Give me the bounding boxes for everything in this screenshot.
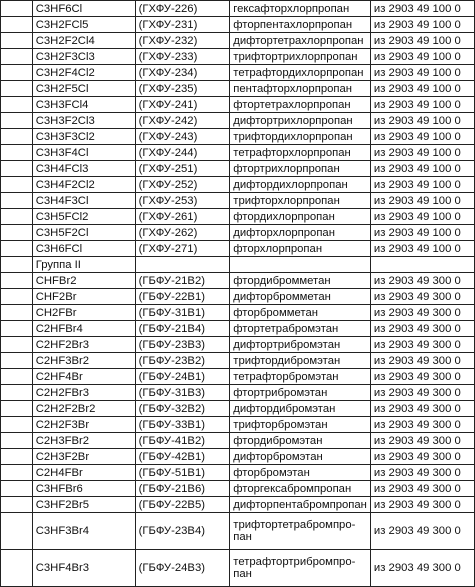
hs-code-cell: из 2903 49 100 0 [370, 161, 474, 177]
name-cell: трифтортрихлорпропан [230, 49, 371, 65]
name-cell: тетрафторбромэтан [230, 369, 371, 385]
table-row [1, 113, 475, 129]
table-row [1, 145, 475, 161]
hs-code-cell: из 2903 49 300 0 [370, 497, 474, 513]
table-row [1, 177, 475, 193]
name-cell: трифторбромэтан [230, 417, 371, 433]
formula-cell: C3H3F3Cl2 [32, 129, 135, 145]
formula-cell: C2H2F2Br2 [32, 401, 135, 417]
table-row [1, 550, 475, 587]
blank-cell [1, 97, 33, 113]
hs-code-cell: из 2903 49 100 0 [370, 17, 474, 33]
code-cell: (ГХФУ-241) [135, 97, 230, 113]
formula-cell: C2HF4Br [32, 369, 135, 385]
hs-code-cell: из 2903 49 300 0 [370, 305, 474, 321]
formula-cell: CHF2Br [32, 289, 135, 305]
hs-code-cell: из 2903 49 300 0 [370, 353, 474, 369]
blank-cell [1, 113, 33, 129]
formula-cell: C2H2F3Br [32, 417, 135, 433]
name-cell: фторхлорпропан [230, 241, 371, 257]
formula-cell: CH2FBr [32, 305, 135, 321]
hs-code-cell: из 2903 49 300 0 [370, 401, 474, 417]
code-cell: (ГБФУ-23В4) [135, 513, 230, 550]
formula-cell: C3H4F3Cl [32, 193, 135, 209]
blank-cell [1, 1, 33, 17]
table-row [1, 49, 475, 65]
hs-code-cell: из 2903 49 300 0 [370, 337, 474, 353]
code-cell: (ГБФУ-21В4) [135, 321, 230, 337]
table-row [1, 129, 475, 145]
group-label: Группа II [32, 257, 135, 273]
blank-cell [1, 513, 33, 550]
name-cell: трифтордибромэтан [230, 353, 371, 369]
table-row [1, 225, 475, 241]
blank-cell [1, 497, 33, 513]
hs-code-cell: из 2903 49 100 0 [370, 49, 474, 65]
code-cell: (ГХФУ-243) [135, 129, 230, 145]
blank-cell [1, 161, 33, 177]
code-cell: (ГБФУ-32В2) [135, 401, 230, 417]
hs-code-cell: из 2903 49 100 0 [370, 1, 474, 17]
code-cell: (ГБФУ-23В3) [135, 337, 230, 353]
blank-cell [1, 385, 33, 401]
hs-code-cell: из 2903 49 100 0 [370, 129, 474, 145]
name-cell: дифтортрибромэтан [230, 337, 371, 353]
blank-cell [1, 321, 33, 337]
table-row [1, 337, 475, 353]
formula-cell: C2H2FBr3 [32, 385, 135, 401]
formula-cell: C3HFBr6 [32, 481, 135, 497]
blank-cell [1, 225, 33, 241]
hs-code-cell: из 2903 49 300 0 [370, 273, 474, 289]
table-row [1, 465, 475, 481]
blank-cell [1, 401, 33, 417]
table-row [1, 193, 475, 209]
blank-cell [1, 33, 33, 49]
hs-code-cell: из 2903 49 100 0 [370, 193, 474, 209]
name-cell: дифторхлорпропан [230, 225, 371, 241]
name-cell: фтортетрахлорпропан [230, 97, 371, 113]
formula-cell: C2HF3Br2 [32, 353, 135, 369]
code-cell: (ГХФУ-252) [135, 177, 230, 193]
empty-cell [230, 257, 371, 273]
hs-code-cell: из 2903 49 100 0 [370, 113, 474, 129]
blank-cell [1, 209, 33, 225]
table-row [1, 481, 475, 497]
formula-cell: C3HF6Cl [32, 1, 135, 17]
code-cell: (ГБФУ-23В2) [135, 353, 230, 369]
hs-code-cell: из 2903 49 100 0 [370, 177, 474, 193]
blank-cell [1, 193, 33, 209]
table-row [1, 449, 475, 465]
code-cell: (ГХФУ-261) [135, 209, 230, 225]
blank-cell [1, 465, 33, 481]
name-cell: фторпентахлорпропан [230, 17, 371, 33]
name-cell: дифторбромэтан [230, 449, 371, 465]
code-cell: (ГБФУ-31В1) [135, 305, 230, 321]
table-row [1, 321, 475, 337]
code-cell: (ГБФУ-41В2) [135, 433, 230, 449]
hs-code-cell: из 2903 49 100 0 [370, 97, 474, 113]
name-cell: фтортетрабромэтан [230, 321, 371, 337]
blank-cell [1, 337, 33, 353]
table-row [1, 513, 475, 550]
formula-cell: C3HF4Br3 [32, 550, 135, 587]
name-cell: тетрафтортрибромпро-пан [230, 550, 371, 587]
code-cell: (ГХФУ-242) [135, 113, 230, 129]
name-cell: фтордибромметан [230, 273, 371, 289]
blank-cell [1, 369, 33, 385]
name-cell: трифторхлорпропан [230, 193, 371, 209]
table-row [1, 289, 475, 305]
name-cell: фторгексабромпропан [230, 481, 371, 497]
table-row [1, 369, 475, 385]
name-cell: фтортрихлорпропан [230, 161, 371, 177]
blank-cell [1, 145, 33, 161]
hs-code-cell: из 2903 49 300 0 [370, 385, 474, 401]
blank-cell [1, 273, 33, 289]
code-cell: (ГБФУ-21В2) [135, 273, 230, 289]
hs-code-cell: из 2903 49 100 0 [370, 225, 474, 241]
hs-code-cell: из 2903 49 100 0 [370, 209, 474, 225]
name-cell: фтортрибромэтан [230, 385, 371, 401]
table-row [1, 497, 475, 513]
table-row [1, 81, 475, 97]
hs-code-cell: из 2903 49 300 0 [370, 550, 474, 587]
formula-cell: C2HF2Br3 [32, 337, 135, 353]
formula-cell: C3H3F2Cl3 [32, 113, 135, 129]
table-row [1, 433, 475, 449]
formula-cell: C3H4F2Cl2 [32, 177, 135, 193]
table-row [1, 241, 475, 257]
blank-cell [1, 129, 33, 145]
table-row [1, 161, 475, 177]
hs-code-cell: из 2903 49 300 0 [370, 481, 474, 497]
hs-code-cell: из 2903 49 300 0 [370, 289, 474, 305]
code-cell: (ГХФУ-253) [135, 193, 230, 209]
formula-cell: C3HF3Br4 [32, 513, 135, 550]
hs-code-cell: из 2903 49 100 0 [370, 33, 474, 49]
blank-cell [1, 449, 33, 465]
formula-cell: C2H4FBr [32, 465, 135, 481]
code-cell: (ГХФУ-235) [135, 81, 230, 97]
blank-cell [1, 481, 33, 497]
hs-code-cell: из 2903 49 300 0 [370, 321, 474, 337]
formula-cell: CHFBr2 [32, 273, 135, 289]
code-cell: (ГБФУ-21В6) [135, 481, 230, 497]
table-row [1, 65, 475, 81]
code-cell: (ГБФУ-51В1) [135, 465, 230, 481]
code-cell: (ГХФУ-226) [135, 1, 230, 17]
table-row [1, 33, 475, 49]
blank-cell [1, 241, 33, 257]
empty-cell [370, 257, 474, 273]
formula-cell: C3H5FCl2 [32, 209, 135, 225]
hs-code-cell: из 2903 49 300 0 [370, 513, 474, 550]
hs-code-cell: из 2903 49 300 0 [370, 433, 474, 449]
table-row [1, 353, 475, 369]
code-cell: (ГБФУ-31В3) [135, 385, 230, 401]
code-cell: (ГБФУ-24В3) [135, 550, 230, 587]
hs-code-cell: из 2903 49 100 0 [370, 65, 474, 81]
code-cell: (ГХФУ-262) [135, 225, 230, 241]
blank-cell [1, 353, 33, 369]
name-cell: дифторбромметан [230, 289, 371, 305]
table-row [1, 417, 475, 433]
code-cell: (ГХФУ-233) [135, 49, 230, 65]
table-row [1, 385, 475, 401]
code-cell: (ГХФУ-234) [135, 65, 230, 81]
name-cell: дифтортрихлорпропан [230, 113, 371, 129]
formula-cell: C3H3F4Cl [32, 145, 135, 161]
formula-cell: C3H4FCl3 [32, 161, 135, 177]
name-cell: гексафторхлорпропан [230, 1, 371, 17]
code-cell: (ГХФУ-251) [135, 161, 230, 177]
blank-cell [1, 305, 33, 321]
hs-code-cell: из 2903 49 300 0 [370, 369, 474, 385]
formula-cell: C3H6FCl [32, 241, 135, 257]
blank-cell [1, 65, 33, 81]
hs-code-cell: из 2903 49 300 0 [370, 417, 474, 433]
substances-table-body [1, 1, 475, 587]
blank-cell [1, 17, 33, 33]
formula-cell: C3H3FCl4 [32, 97, 135, 113]
blank-cell [1, 289, 33, 305]
name-cell: тетрафтордихлорпропан [230, 65, 371, 81]
formula-cell: C2H3FBr2 [32, 433, 135, 449]
group-header-row [1, 257, 475, 273]
code-cell: (ГХФУ-244) [135, 145, 230, 161]
table-row [1, 209, 475, 225]
blank-cell [1, 550, 33, 587]
code-cell: (ГБФУ-42В1) [135, 449, 230, 465]
name-cell: трифтортетрабромпро-пан [230, 513, 371, 550]
formula-cell: C3H2F5Cl [32, 81, 135, 97]
table-row [1, 97, 475, 113]
blank-cell [1, 417, 33, 433]
formula-cell: C2HFBr4 [32, 321, 135, 337]
hs-code-cell: из 2903 49 100 0 [370, 81, 474, 97]
formula-cell: C3HF2Br5 [32, 497, 135, 513]
formula-cell: C3H2F2Cl4 [32, 33, 135, 49]
blank-cell [1, 257, 33, 273]
formula-cell: C3H5F2Cl [32, 225, 135, 241]
formula-cell: C3H2F3Cl3 [32, 49, 135, 65]
name-cell: трифтордихлорпропан [230, 129, 371, 145]
name-cell: дифтордихлорпропан [230, 177, 371, 193]
name-cell: дифтордибромэтан [230, 401, 371, 417]
formula-cell: C3H2FCl5 [32, 17, 135, 33]
code-cell: (ГХФУ-232) [135, 33, 230, 49]
empty-cell [135, 257, 230, 273]
name-cell: фтордибромэтан [230, 433, 371, 449]
name-cell: пентафторхлорпропан [230, 81, 371, 97]
table-row [1, 1, 475, 17]
name-cell: фтордихлорпропан [230, 209, 371, 225]
hs-code-cell: из 2903 49 100 0 [370, 241, 474, 257]
hs-code-cell: из 2903 49 300 0 [370, 449, 474, 465]
code-cell: (ГХФУ-271) [135, 241, 230, 257]
code-cell: (ГХФУ-231) [135, 17, 230, 33]
blank-cell [1, 81, 33, 97]
table-row [1, 17, 475, 33]
blank-cell [1, 433, 33, 449]
hs-code-cell: из 2903 49 100 0 [370, 145, 474, 161]
code-cell: (ГБФУ-22В5) [135, 497, 230, 513]
name-cell: дифтортетрахлорпропан [230, 33, 371, 49]
code-cell: (ГБФУ-33В1) [135, 417, 230, 433]
formula-cell: C3H2F4Cl2 [32, 65, 135, 81]
name-cell: тетрафторхлорпропан [230, 145, 371, 161]
name-cell: фторбромметан [230, 305, 371, 321]
code-cell: (ГБФУ-22В1) [135, 289, 230, 305]
formula-cell: C2H3F2Br [32, 449, 135, 465]
blank-cell [1, 49, 33, 65]
table-row [1, 401, 475, 417]
table-row [1, 273, 475, 289]
hs-code-cell: из 2903 49 300 0 [370, 465, 474, 481]
name-cell: фторбромэтан [230, 465, 371, 481]
code-cell: (ГБФУ-24В1) [135, 369, 230, 385]
blank-cell [1, 177, 33, 193]
name-cell: дифторпентабромпропан [230, 497, 371, 513]
table-row [1, 305, 475, 321]
